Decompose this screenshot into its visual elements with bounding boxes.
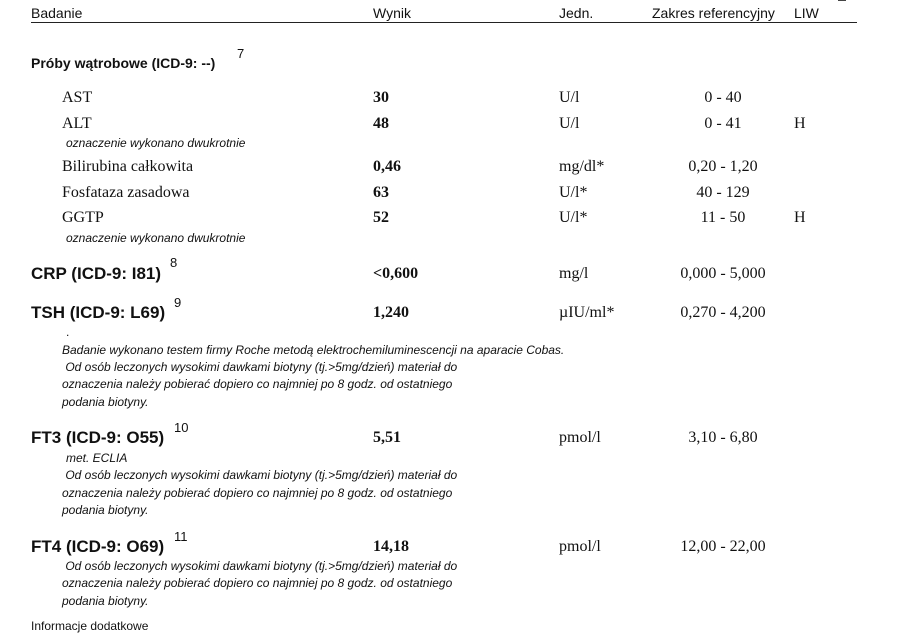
test-unit: mg/l: [559, 265, 589, 282]
tsh-note: oznaczenia należy pobierać dopiero co najmniej po 8 godz. od ostatniego: [62, 377, 453, 391]
tsh-dot: .: [66, 325, 70, 339]
tsh-note: podania biotyny.: [62, 395, 149, 409]
ft3-note: met. ECLIA: [66, 451, 128, 465]
footnote-ref-crp: 8: [170, 255, 178, 270]
test-value: 14,18: [373, 538, 409, 555]
section-title-ft3: FT3 (ICD-9: O55): [31, 428, 165, 447]
test-value: 30: [373, 89, 389, 106]
additional-info-heading: Informacje dodatkowe: [31, 619, 149, 633]
section-title-ft4: FT4 (ICD-9: O69): [31, 537, 165, 556]
header-divider: [31, 22, 857, 23]
section-title-crp: CRP (ICD-9: I81): [31, 264, 162, 283]
section-title-tsh: TSH (ICD-9: L69): [31, 303, 166, 322]
test-unit: µIU/ml*: [559, 304, 615, 321]
test-unit: U/l*: [559, 184, 588, 201]
ft4-note: podania biotyny.: [62, 594, 149, 608]
test-range: 12,00 - 22,00: [680, 538, 766, 555]
test-note: oznaczenie wykonano dwukrotnie: [66, 136, 246, 150]
test-range: 0 - 40: [704, 89, 742, 106]
tsh-note: Badanie wykonano testem firmy Roche metodą elektrochemiluminescencji na aparacie Cobas.: [62, 343, 565, 357]
test-name: Fosfataza zasadowa: [62, 184, 190, 201]
column-header-result: Wynik: [373, 5, 411, 21]
test-value: <0,600: [373, 265, 419, 282]
footnote-ref-tsh: 9: [174, 295, 182, 310]
test-range: 0,20 - 1,20: [688, 158, 758, 175]
test-value: 52: [373, 209, 389, 226]
column-header-test: Badanie: [31, 5, 83, 21]
test-unit: U/l*: [559, 209, 588, 226]
test-value: 63: [373, 184, 389, 201]
test-note: oznaczenie wykonano dwukrotnie: [66, 231, 246, 245]
ft4-note: Od osób leczonych wysokimi dawkami biotyny (tj.>5mg/dzień) materiał do: [62, 559, 458, 573]
test-range: 0,000 - 5,000: [680, 265, 766, 282]
test-flag: H: [794, 209, 806, 226]
page-edge-mark: [838, 0, 846, 4]
test-value: 48: [373, 115, 389, 132]
test-value: 1,240: [373, 304, 409, 321]
test-flag: H: [794, 115, 806, 132]
test-range: 40 - 129: [696, 184, 750, 201]
ft4-note: oznaczenia należy pobierać dopiero co najmniej po 8 godz. od ostatniego: [62, 576, 453, 590]
test-range: 3,10 - 6,80: [688, 429, 758, 446]
test-range: 0,270 - 4,200: [680, 304, 766, 321]
test-unit: U/l: [559, 115, 580, 132]
test-range: 0 - 41: [704, 115, 742, 132]
footnote-ref-ft4: 11: [174, 529, 188, 544]
column-header-unit: Jedn.: [559, 5, 594, 21]
section-title-liver: Próby wątrobowe (ICD-9: --): [31, 55, 216, 71]
test-value: 0,46: [373, 158, 401, 175]
column-header-flag: LIW: [794, 5, 819, 21]
test-name: GGTP: [62, 209, 104, 226]
test-unit: mg/dl*: [559, 158, 605, 175]
footnote-ref-ft3: 10: [174, 420, 189, 435]
test-name: AST: [62, 89, 93, 106]
ft3-note: oznaczenia należy pobierać dopiero co najmniej po 8 godz. od ostatniego: [62, 486, 453, 500]
test-range: 11 - 50: [700, 209, 746, 226]
test-name: Bilirubina całkowita: [62, 158, 194, 175]
ft3-note: podania biotyny.: [62, 503, 149, 517]
ft3-note: Od osób leczonych wysokimi dawkami biotyny (tj.>5mg/dzień) materiał do: [62, 468, 458, 482]
footnote-ref-liver: 7: [237, 46, 245, 61]
test-name: ALT: [62, 115, 92, 132]
test-value: 5,51: [373, 429, 401, 446]
test-unit: U/l: [559, 89, 580, 106]
tsh-note: Od osób leczonych wysokimi dawkami biotyny (tj.>5mg/dzień) materiał do: [62, 360, 458, 374]
test-unit: pmol/l: [559, 429, 601, 446]
test-unit: pmol/l: [559, 538, 601, 555]
column-header-range: Zakres referencyjny: [652, 5, 775, 21]
